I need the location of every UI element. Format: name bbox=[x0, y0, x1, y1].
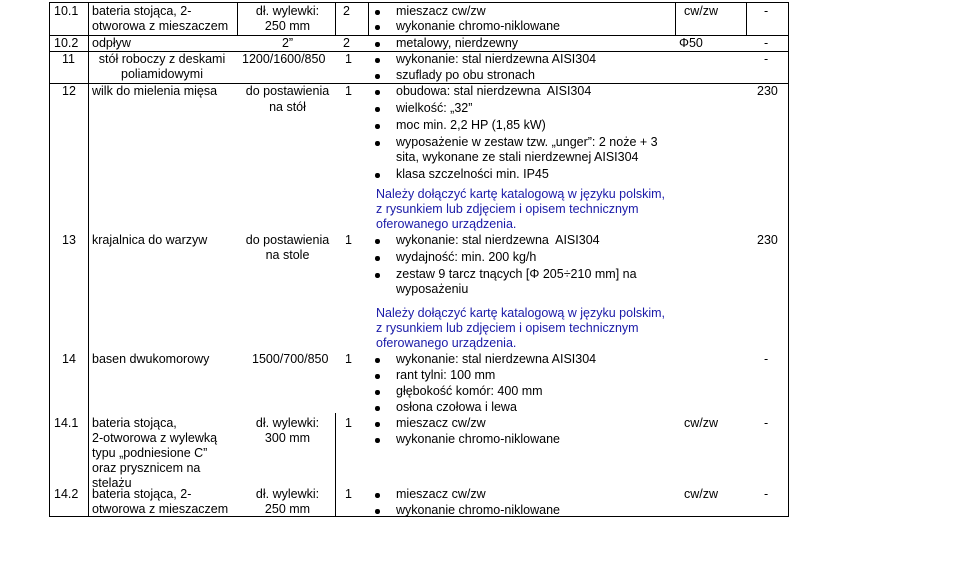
item-name: otworowa z mieszaczem bbox=[92, 19, 229, 33]
item-name: bateria stojąca, 2- bbox=[92, 487, 192, 501]
bullet-icon bbox=[375, 406, 380, 411]
item-size: dł. wylewki: bbox=[255, 416, 320, 430]
item-size: dł. wylewki: bbox=[255, 4, 320, 18]
item-size: do postawienia bbox=[245, 233, 330, 247]
bullet-icon bbox=[375, 374, 380, 379]
row-number: 13 bbox=[62, 233, 76, 247]
desc-line: wykonanie chromo-niklowane bbox=[396, 19, 560, 33]
bullet-icon bbox=[375, 239, 380, 244]
row-number: 10.1 bbox=[54, 4, 79, 18]
item-qty: 1 bbox=[345, 487, 352, 501]
bullet-icon bbox=[375, 173, 380, 178]
grid-line bbox=[788, 2, 789, 517]
row-number: 12 bbox=[62, 84, 76, 98]
item-size: dł. wylewki: bbox=[255, 487, 320, 501]
catalog-note: oferowanego urządzenia. bbox=[376, 217, 517, 231]
grid-line bbox=[49, 2, 789, 3]
item-power: - bbox=[764, 36, 769, 50]
item-qty: 1 bbox=[345, 416, 352, 430]
item-qty: 1 bbox=[345, 233, 352, 247]
bullet-icon bbox=[375, 509, 380, 514]
item-size: 1200/1600/850 bbox=[242, 52, 326, 66]
desc-line: wykonanie: stal nierdzewna AISI304 bbox=[396, 233, 600, 247]
item-power: - bbox=[764, 487, 769, 501]
grid-line bbox=[237, 2, 238, 36]
item-power: - bbox=[764, 4, 769, 18]
desc-line: wyposażeniu bbox=[396, 282, 469, 296]
desc-line: mieszacz cw/zw bbox=[396, 416, 486, 430]
bullet-icon bbox=[375, 422, 380, 427]
item-media: Φ50 bbox=[679, 36, 703, 50]
bullet-icon bbox=[375, 107, 380, 112]
item-size: 2” bbox=[281, 36, 294, 50]
item-qty: 1 bbox=[345, 84, 352, 98]
grid-line bbox=[335, 413, 336, 517]
desc-line: mieszacz cw/zw bbox=[396, 487, 486, 501]
desc-line: szuflady po obu stronach bbox=[396, 68, 535, 82]
desc-line: wielkość: „32” bbox=[396, 101, 473, 115]
item-qty: 1 bbox=[345, 352, 352, 366]
desc-line: wykonanie chromo-niklowane bbox=[396, 503, 560, 517]
bullet-icon bbox=[375, 10, 380, 15]
item-name: 2-otworowa z wylewką bbox=[92, 431, 218, 445]
item-size: do postawienia bbox=[245, 84, 330, 98]
item-name: krajalnica do warzyw bbox=[92, 233, 208, 247]
item-qty: 2 bbox=[343, 36, 350, 50]
row-number: 14.1 bbox=[54, 416, 79, 430]
desc-line: rant tylni: 100 mm bbox=[396, 368, 496, 382]
row-number: 10.2 bbox=[54, 36, 79, 50]
bullet-icon bbox=[375, 438, 380, 443]
item-media: cw/zw bbox=[684, 487, 719, 501]
bullet-icon bbox=[375, 141, 380, 146]
bullet-icon bbox=[375, 256, 380, 261]
grid-line bbox=[335, 2, 336, 36]
desc-line: wykonanie: stal nierdzewna AISI304 bbox=[396, 52, 597, 66]
desc-line: klasa szczelności min. IP45 bbox=[396, 167, 549, 181]
item-power: 230 bbox=[757, 84, 778, 98]
desc-line: wykonanie: stal nierdzewna AISI304 bbox=[396, 352, 597, 366]
item-name: odpływ bbox=[92, 36, 131, 50]
item-size: 300 mm bbox=[264, 431, 311, 445]
row-number: 14.2 bbox=[54, 487, 79, 501]
grid-line bbox=[49, 2, 50, 517]
item-size: na stole bbox=[265, 248, 310, 262]
item-size: na stół bbox=[269, 100, 306, 114]
desc-line: moc min. 2,2 HP (1,85 kW) bbox=[396, 118, 546, 132]
bullet-icon bbox=[375, 90, 380, 95]
bullet-icon bbox=[375, 25, 380, 30]
item-qty: 1 bbox=[345, 52, 352, 66]
desc-line: metalowy, nierdzewny bbox=[396, 36, 519, 50]
catalog-note: Należy dołączyć kartę katalogową w języku polskim, bbox=[376, 306, 666, 320]
item-name: bateria stojąca, 2- bbox=[92, 4, 192, 18]
bullet-icon bbox=[375, 42, 380, 47]
grid-line bbox=[368, 2, 369, 36]
bullet-icon bbox=[375, 74, 380, 79]
row-number: 14 bbox=[62, 352, 76, 366]
item-name: wilk do mielenia mięsa bbox=[92, 84, 218, 98]
bullet-icon bbox=[375, 273, 380, 278]
item-name: stół roboczy z deskami bbox=[98, 52, 226, 66]
desc-line: wyposażenie w zestaw tzw. „unger”: 2 noże + 3 bbox=[396, 135, 658, 149]
item-name: oraz prysznicem na bbox=[92, 461, 201, 475]
item-media: cw/zw bbox=[684, 416, 719, 430]
item-power: 230 bbox=[757, 233, 778, 247]
bullet-icon bbox=[375, 358, 380, 363]
bullet-icon bbox=[375, 390, 380, 395]
item-size: 250 mm bbox=[264, 19, 311, 33]
desc-line: głębokość komór: 400 mm bbox=[396, 384, 543, 398]
desc-line: obudowa: stal nierdzewna AISI304 bbox=[396, 84, 592, 98]
catalog-note: oferowanego urządzenia. bbox=[376, 336, 517, 350]
catalog-note: z rysunkiem lub zdjęciem i opisem technicznym bbox=[376, 321, 639, 335]
item-name: otworowa z mieszaczem bbox=[92, 502, 229, 516]
item-media: cw/zw bbox=[684, 4, 719, 18]
grid-line bbox=[675, 2, 676, 36]
item-name: bateria stojąca, bbox=[92, 416, 177, 430]
desc-line: osłona czołowa i lewa bbox=[396, 400, 517, 414]
bullet-icon bbox=[375, 493, 380, 498]
desc-line: wydajność: min. 200 kg/h bbox=[396, 250, 537, 264]
desc-line: wykonanie chromo-niklowane bbox=[396, 432, 560, 446]
bullet-icon bbox=[375, 58, 380, 63]
item-power: - bbox=[764, 352, 769, 366]
desc-line: mieszacz cw/zw bbox=[396, 4, 486, 18]
catalog-note: Należy dołączyć kartę katalogową w języku polskim, bbox=[376, 187, 666, 201]
item-size: 250 mm bbox=[264, 502, 311, 516]
grid-line bbox=[746, 2, 747, 36]
item-name: poliamidowymi bbox=[121, 67, 203, 81]
item-name: stelażu bbox=[92, 476, 132, 490]
bullet-icon bbox=[375, 124, 380, 129]
item-name: basen dwukomorowy bbox=[92, 352, 210, 366]
item-power: - bbox=[764, 416, 769, 430]
desc-line: sita, wykonane ze stali nierdzewnej AISI304 bbox=[396, 150, 639, 164]
item-name: typu „podniesione C” bbox=[92, 446, 208, 460]
catalog-note: z rysunkiem lub zdjęciem i opisem technicznym bbox=[376, 202, 639, 216]
item-power: - bbox=[764, 52, 769, 66]
desc-line: zestaw 9 tarcz tnących [Φ 205÷210 mm] na bbox=[396, 267, 637, 281]
item-size: 1500/700/850 bbox=[252, 352, 329, 366]
item-qty: 2 bbox=[343, 4, 350, 18]
row-number: 11 bbox=[62, 52, 75, 66]
